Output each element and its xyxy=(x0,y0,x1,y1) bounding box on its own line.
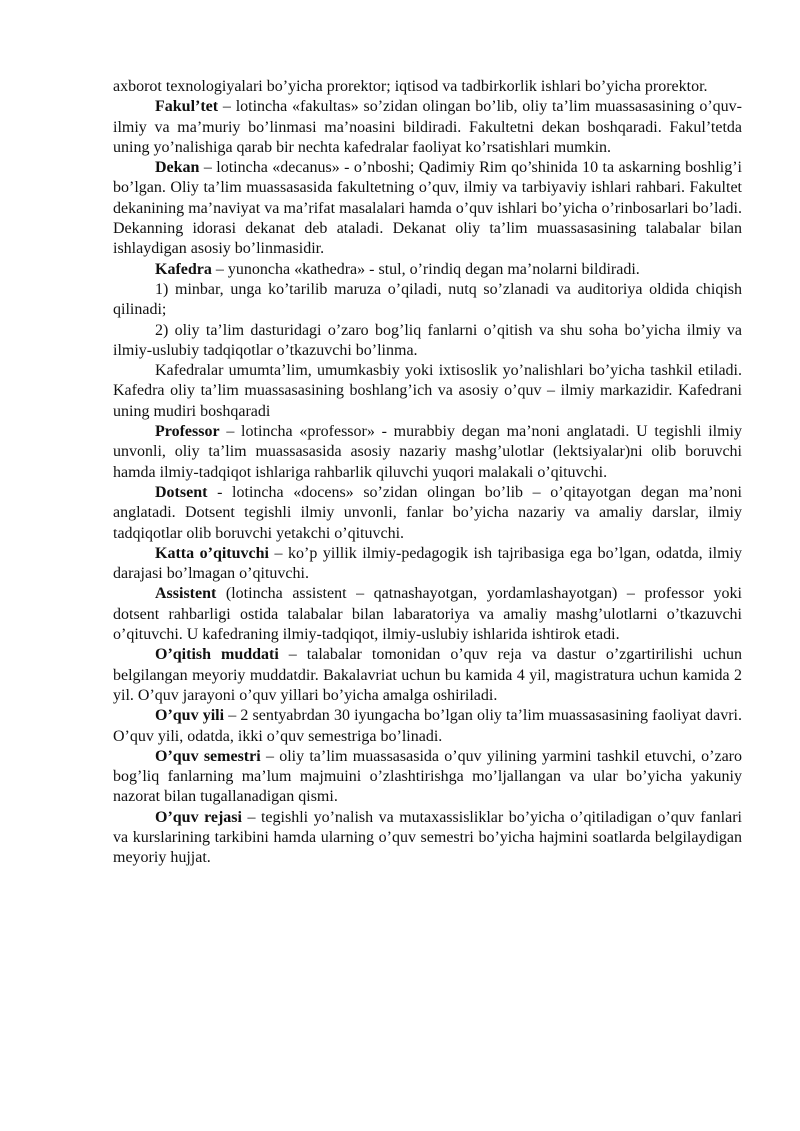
definition-dekan xyxy=(113,158,742,259)
definition-fakultet xyxy=(113,97,742,158)
paragraph-text: Kafedralar umumta’lim, umumkasbiy yoki ixtisoslik yo’nalishlari bo’yicha tashkil etiladi. Kafedra oliy ta’lim muassasasining boshlang’ich va asosiy o’quv – ilmiy markazidir. Kafedrani uning mudiri boshqaradi xyxy=(113,362,742,420)
definition-text: – lotincha «decanus» - o’nboshi; Qadimiy Rim qo’shinida 10 ta askarning boshlig’i bo’lgan. Oliy ta’lim muassasasida fakultetning o’quv, ilmiy va tarbiyaviy ishlari rahbari. Fakultet dekanining ma’naviyat va ma’rifat masalalari hamda o’quv ishlari bo’yicha o’rinbosarlari bo’ladi. Dekanning idorasi dekanat deb ataladi. Dekanat oliy ta’lim muassasasining talabalar bilan ishlaydigan asosiy bo’linmasidir. xyxy=(113,159,742,258)
definition-oquv-rejasi xyxy=(113,808,742,869)
definition-text: (lotincha assistent – qatnashayotgan, yordamlashayotgan) – professor yoki dotsent rahbarligi ostida talabalar bilan labaratoriya va amaliy mashg’ulotlarni o’tkazuvchi o’qituvchi. U kafedraning ilmiy-tadqiqot, ilmiy-uslubiy ishlarida ishtirok etadi. xyxy=(113,585,742,644)
term-label: O’quv yili xyxy=(155,707,225,725)
definition-professor xyxy=(113,422,742,483)
definition-oquv-semestri xyxy=(113,747,742,808)
paragraph-text: axborot texnologiyalari bo’yicha prorektor; iqtisod va tadbirkorlik ishlari bo’yicha prorektor. xyxy=(113,78,708,95)
kafedra-meaning-2 xyxy=(113,321,742,362)
definition-text: – ko’p yillik ilmiy-pedagogik ish tajribasiga ega bo’lgan, odatda, ilmiy darajasi bo’lmagan o’qituvchi. xyxy=(113,544,742,583)
definition-text: – lotincha «professor» - murabbiy degan ma’noni anglatadi. U tegishli ilmiy unvonli, oliy ta’lim muassasasida asosiy nazariy mashg’ulotlar (lektsiyalar)ni olib boruvchi hamda ilmiy-tadqiqot ishlariga rahbarlik qiluvchi yuqori malakali o’qituvchi. xyxy=(113,423,742,481)
definition-text: – yunoncha «kathedra» - stul, o’rindiq degan ma’nolarni bildiradi. xyxy=(211,260,640,278)
term-label: Assistent xyxy=(155,585,217,603)
term-label: O’quv semestri xyxy=(155,747,261,765)
definition-kafedra xyxy=(113,260,742,280)
definition-text: - lotincha «docens» so’zidan olingan bo’lib – o’qitayotgan degan ma’noni anglatadi. Dotsent tegishli ilmiy unvonli, fanlar bo’yicha nazariy va amaliy darslar, ilmiy tadqiqotlar olib boruvchi yetakchi o’qituvchi. xyxy=(113,483,742,542)
definition-oquv-yili xyxy=(113,706,742,747)
paragraph-continuation xyxy=(113,77,742,97)
definition-assistent xyxy=(113,584,742,645)
term-label: O’quv rejasi xyxy=(155,808,242,826)
definition-text: – talabalar tomonidan o’quv reja va dastur o’zgartirilishi uchun belgilangan meyoriy muddatdir. Bakalavriat uchun bu kamida 4 yil, magistratura uchun kamida 2 yil. O’quv jarayoni o’quv yillari bo’yicha amalga oshiriladi. xyxy=(113,646,743,704)
term-label: O’qitish muddati xyxy=(155,646,279,664)
paragraph-text: 2) oliy ta’lim dasturidagi o’zaro bog’liq fanlarni o’qitish va shu soha bo’yicha ilmiy va ilmiy-uslubiy tadqiqotlar o’tkazuvchi bo’linma. xyxy=(113,321,742,359)
term-label: Fakul’tet xyxy=(155,98,219,116)
term-label: Kafedra xyxy=(155,260,212,278)
term-label: Dotsent xyxy=(155,483,208,501)
term-label: Dekan xyxy=(155,159,200,177)
term-label: Professor xyxy=(155,423,220,441)
definition-katta-oqituvchi xyxy=(113,544,742,585)
definition-text: – lotincha «fakultas» so’zidan olingan bo’lib, oliy ta’lim muassasasining o’quv-ilmiy va ma’muriy bo’linmasi ma’noasini bildiradi. Fakultetni dekan boshqaradi. Fakul’tetda uning yo’nalishiga qarab bir nechta kafedralar faoliyat ko’rsatishlari mumkin. xyxy=(113,98,742,156)
paragraph-text: 1) minbar, unga ko’tarilib maruza o’qiladi, nutq so’zlanadi va auditoriya oldida chiqish qilinadi; xyxy=(113,280,742,319)
term-label: Katta o’qituvchi xyxy=(155,544,269,562)
definition-dotsent xyxy=(113,483,742,544)
document-page xyxy=(113,77,742,869)
kafedra-description xyxy=(113,361,742,422)
definition-text: – oliy ta’lim muassasasida o’quv yilining yarmini tashkil etuvchi, o’zaro bog’liq fanlarning ma’lum majmuini o’zlashtirishga mo’ljallangan va ular bo’yicha yakuniy nazorat bilan tugallanadigan qismi. xyxy=(113,747,742,806)
definition-text: – tegishli yo’nalish va mutaxassisliklar bo’yicha o’qitiladigan o’quv fanlari va kurslarining tarkibini hamda ularning o’quv semestri bo’yicha hajmini soatlarda belgilaydigan meyoriy hujjat. xyxy=(113,808,742,867)
definition-text: – 2 sentyabrdan 30 iyungacha bo’lgan oliy ta’lim muassasasining faoliyat davri. O’quv yili, odatda, ikki o’quv semestriga bo’linadi. xyxy=(113,707,743,745)
definition-oqitish-muddati xyxy=(113,645,742,706)
kafedra-meaning-1 xyxy=(113,280,742,321)
